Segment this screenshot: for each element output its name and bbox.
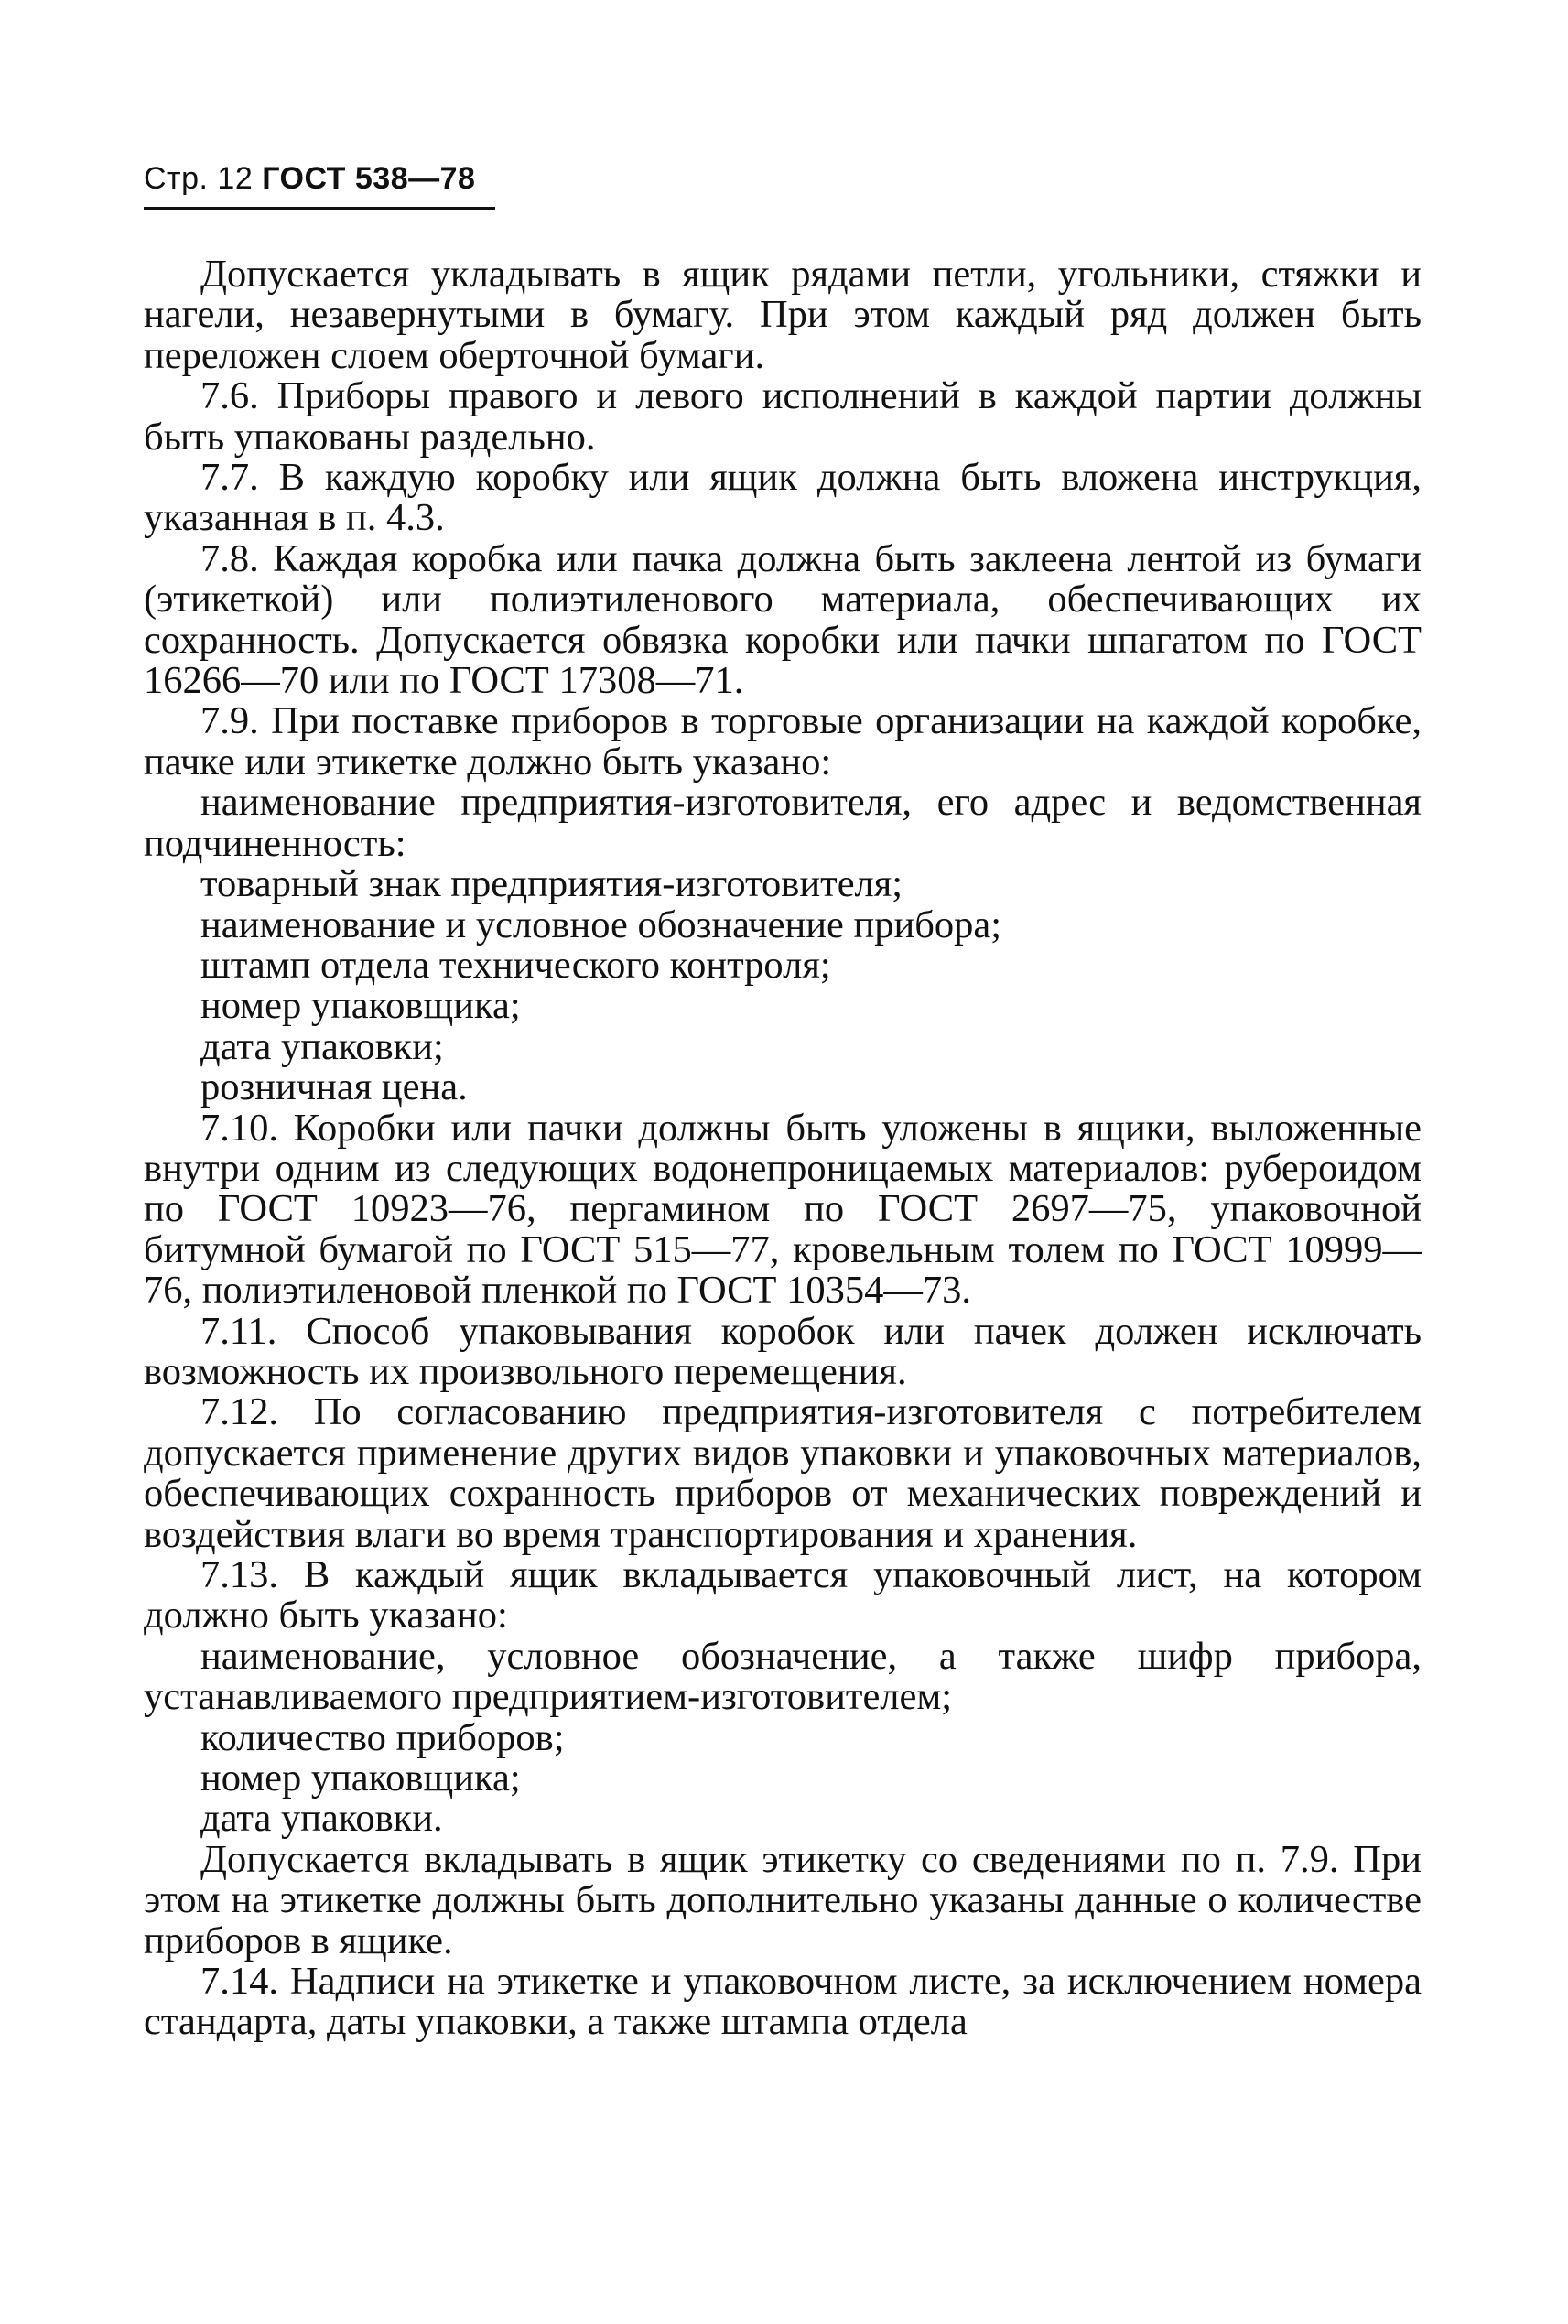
paragraph-7-8: 7.8. Каждая коробка или пачка должна быть заклеена лентой из бумаги (этикеткой) или полиэтиленового материала, обеспечивающих их сохранность. Допускается обвязка коробки или пачки шпагатом по ГОСТ 16266—70 или по ГОСТ 17308—71. [144,536,1422,703]
paragraph-7-5-continuation: Допускается укладывать в ящик рядами петли, угольники, стяжки и нагели, незавернутыми в бумагу. При этом каждый ряд должен быть переложен слоем оберточной бумаги. [144,253,1422,377]
paragraph-7-12: 7.12. По согласованию предприятия-изготовителя с потребителем допускается применение других видов упаковки и упаковочных материалов, обеспечивающих сохранность приборов от механических повреждений и воздействия влаги во время транспортирования и хранения. [144,1390,1422,1556]
list-item-trademark: товарный знак предприятия-изготовителя; [200,862,903,906]
standard-number: ГОСТ 538—78 [262,161,476,196]
paragraph-7-6: 7.6. Приборы правого и левого исполнений в каждой партии должны быть упакованы раздельно. [144,374,1422,459]
list-item-retail-price: розничная цена. [200,1065,468,1109]
page-header [144,161,475,197]
paragraph-7-10: 7.10. Коробки или пачки должны быть уложены в ящики, выложенные внутри одним из следующих водонепроницаемых материалов: рубероидом по ГОСТ 10923—76, пергамином по ГОСТ 2697—75, упаковочной битумной бумагой по ГОСТ 515—77, кровельным толем по ГОСТ 10999—76, полиэтиленовой пленкой по ГОСТ 10354—73. [144,1106,1422,1313]
paragraph-7-11: 7.11. Способ упаковывания коробок или пачек должен исключать возможность их произвольного перемещения. [144,1309,1422,1393]
page-number-label: Стр. 12 [144,161,254,196]
header-divider [144,207,495,210]
list-item-device-name: наименование и условное обозначение прибора; [200,903,1002,946]
list-item-packer-number: номер упаковщика; [200,984,521,1028]
list-item-qc-stamp: штамп отдела технического контроля; [200,943,831,987]
paragraph-7-14: 7.14. Надписи на этикетке и упаковочном листе, за исключением номера стандарта, даты упаковки, а также штампа отдела [144,1960,1422,2044]
list-item-device-designation: наименование, условное обозначение, а также шифр прибора, устанавливаемого предприятием-изготовителем; [144,1634,1422,1719]
document-body [144,254,1422,2043]
list-item-packing-date: дата упаковки; [200,1024,444,1068]
list-item-packer-number-2: номер упаковщика; [200,1757,521,1800]
list-item-packing-date-2: дата упаковки. [200,1797,443,1841]
paragraph-7-7: 7.7. В каждую коробку или ящик должна быть вложена инструкция, указанная в п. 4.3. [144,456,1422,540]
paragraph-7-9: 7.9. При поставке приборов в торговые организации на каждой коробке, пачке или этикетке должно быть указано: [144,699,1422,784]
list-item-device-count: количество приборов; [200,1715,565,1759]
list-item-manufacturer-name: наименование предприятия-изготовителя, его адрес и ведомственная подчиненность: [144,781,1422,865]
paragraph-label-insert: Допускается вкладывать в ящик этикетку со сведениями по п. 7.9. При этом на этикетке должны быть дополнительно указаны данные о количестве приборов в ящике. [144,1837,1422,1962]
paragraph-7-13: 7.13. В каждый ящик вкладывается упаковочный лист, на котором должно быть указано: [144,1553,1422,1638]
